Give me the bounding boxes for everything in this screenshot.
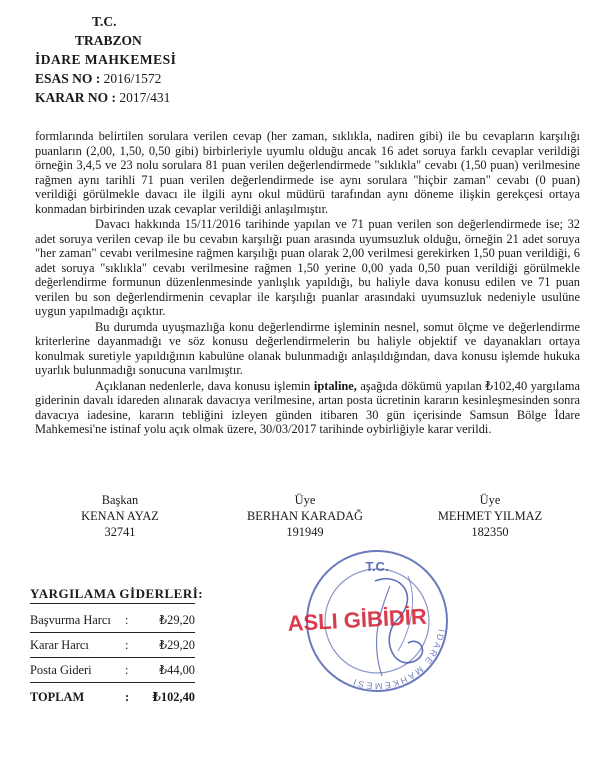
- signature-title: Üye: [479, 493, 501, 507]
- total-row: [30, 683, 195, 712]
- expense-amount: ₺44,00: [150, 658, 195, 683]
- expense-label: Başvurma Harcı: [30, 608, 125, 633]
- total-colon: :: [125, 689, 130, 704]
- signature-number: 32741: [104, 525, 136, 539]
- paragraph-1: formlarında belirtilen sorulara verilen cevap (her zaman, sıklıkla, nadiren gibi) ile bu cevapların karşılığı puanların (2,00, 1,50, 0,50 gibi) birbirleriyle uyumlu olduğu ancak 16 adet soruya farklı cevaplar verildiği örneğin 3,4,5 ve 23 nolu sorulara 81 puan verilen değerlendirmede "sıklıkla" cevabı (1,50 puan) verilmesine rağmen aynı tarihli 71 puan verilen değerlendirmede ise aynı sorulara "hiçbir zaman" cevabı (0 puan) verildiği görülmekle davacı ile ilgili aynı okul müdürü tarafından aynı döneme ilişkin gerekçesi ortaya konmadan birbirinden uzak cevaplar verildiği anlaşılmıştır.: [35, 129, 580, 216]
- expense-amount: ₺29,20: [150, 633, 195, 658]
- esas-label: ESAS NO :: [35, 71, 101, 86]
- expenses-title-underline: [30, 603, 195, 604]
- header-tc: T.C.: [92, 14, 117, 29]
- signature-uye-1: [220, 492, 390, 540]
- signature-name: KENAN AYAZ: [81, 509, 159, 523]
- signature-name: MEHMET YILMAZ: [437, 509, 543, 523]
- court-stamp: [280, 541, 460, 701]
- signature-uye-2: [405, 492, 575, 540]
- table-row: [30, 608, 195, 633]
- expense-colon: :: [125, 658, 150, 683]
- header-city: TRABZON: [75, 33, 142, 48]
- paragraph-4: Açıklanan nedenlerle, dava konusu işlemin iptaline, aşağıda dökümü yapılan ₺102,40 yargılama giderinin davalı idareden alınarak davacıya verilmesine, artan posta ücretinin kararın kesinleşmesinden sonra davacıya iadesine, kararın tebliğini izleyen günden itibaren 30 gün içerisinde Samsun Bölge İdare Mahkemesi'ne istinaf yolu açık olmak üzere, 30/03/2017 tarihinde oybirliğiyle karar verildi.: [35, 378, 580, 436]
- table-row: [30, 658, 195, 683]
- esas-no: [35, 69, 161, 88]
- karar-value: 2017/431: [116, 90, 171, 105]
- karar-label: KARAR NO :: [35, 90, 116, 105]
- signature-name: BERHAN KARADAĞ: [247, 509, 363, 523]
- expenses-title: YARGILAMA GİDERLERİ:: [30, 586, 203, 602]
- expenses-table: [30, 608, 195, 711]
- esas-value: 2016/1572: [100, 71, 162, 86]
- expense-label: Karar Harcı: [30, 633, 125, 658]
- iptaline-word: iptaline,: [313, 378, 357, 393]
- total-amount: ₺102,40: [152, 690, 195, 704]
- expense-label: Posta Gideri: [30, 658, 125, 683]
- asli-gibidir-stamp: ASLI GİBİDİR: [286, 603, 428, 636]
- signature-baskan: [35, 492, 205, 540]
- karar-no: [35, 88, 170, 107]
- signature-number: 191949: [286, 525, 324, 539]
- total-label: TOPLAM: [30, 689, 85, 704]
- signature-number: 182350: [471, 525, 509, 539]
- expense-colon: :: [125, 633, 150, 658]
- header-court: İDARE MAHKEMESİ: [35, 52, 177, 67]
- signature-title: Üye: [294, 493, 316, 507]
- expense-amount: ₺29,20: [150, 608, 195, 633]
- decision-text: [35, 129, 580, 438]
- signature-title: Başkan: [101, 493, 139, 507]
- table-row: [30, 633, 195, 658]
- paragraph-3: Bu durumda uyuşmazlığa konu değerlendirme işleminin nesnel, somut ölçme ve değerlendirme kriterlerine dayanmadığı ve söz konusu değerlendirmelerin bu haliyle objektif ve dayanakları ortaya konulmak suretiyle yapıldığının kabulüne olanak bulunmadığı anlaşıldığından, dava konusu işlemde hukuka uyarlık bulunmadığı sonucuna varılmıştır.: [35, 319, 580, 377]
- paragraph-2: Davacı hakkında 15/11/2016 tarihinde yapılan ve 71 puan verilen son değerlendirmede ise; 32 adet soruya verilen cevap ile bu cevabın karşılığı puan arasında uyumsuzluk olduğu, örneğin 21 adet soruya "her zaman" cevabı verilmesine rağmen karşılığı puan olarak 2,00 verilmesi gerekirken 1,50 puan verildiği, 6 adet soruya "sıklıkla" cevabı verilmesine rağmen 1,50 yerine 0,00 yada 0,50 puan verildiği görülmekle değerlendirme formunun düzenlenmesinde yanlışlık yapıldığı, bu haliyle dava konusu edilen ve 71 puan verilen bu son değerlendirmenin cevaplar ile karşılığı puanlar arasındaki uyumsuzluk nedeniyle usulüne uygun yapılmadığı açıktır.: [35, 217, 580, 318]
- expense-colon: :: [125, 608, 150, 633]
- seal-text: T.C.: [365, 559, 389, 574]
- seal-ring-text: İDARE MAHKEMESİ: [350, 628, 447, 692]
